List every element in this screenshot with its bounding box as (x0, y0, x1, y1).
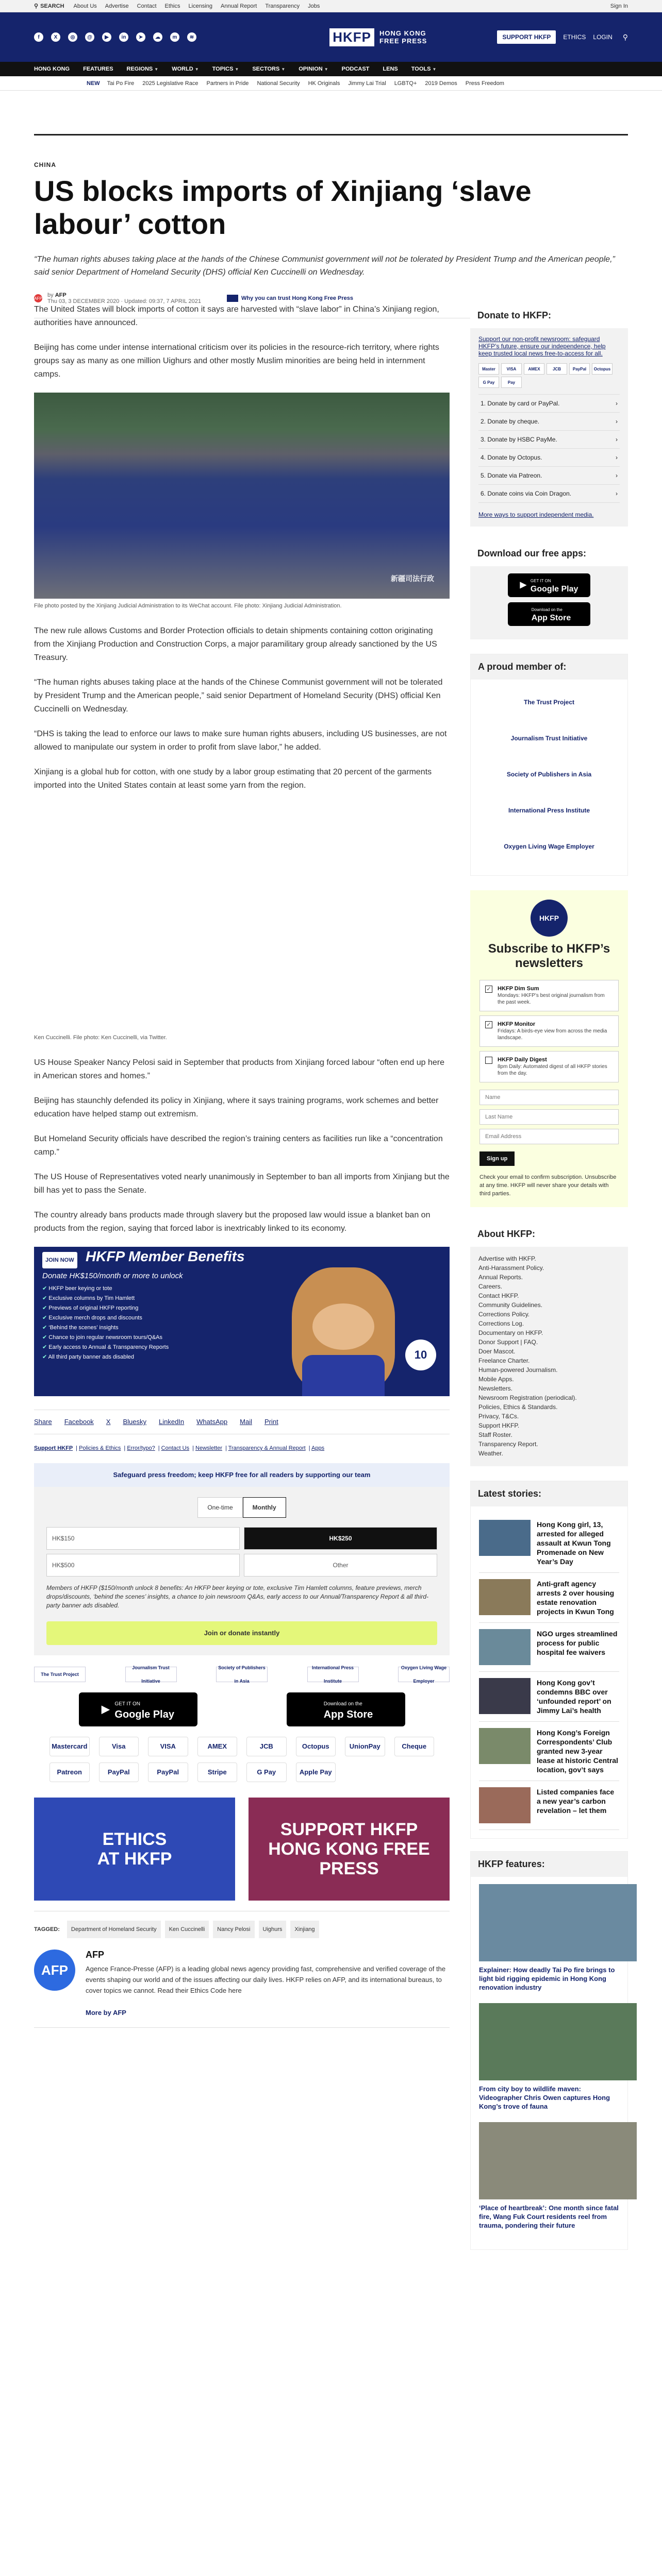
card-icon: Pay (501, 377, 522, 388)
nav-item[interactable]: HONG KONG (34, 66, 70, 72)
search-label: SEARCH (40, 3, 64, 9)
member-logo[interactable]: Journalism Trust Initiative (510, 735, 588, 742)
app-store-button[interactable]: Download on the App Store (287, 1692, 405, 1726)
linkedin-icon[interactable]: in (119, 32, 128, 42)
story-thumbnail (479, 1678, 531, 1714)
nav-item[interactable]: PODCAST (341, 66, 370, 72)
nav-item[interactable]: LENS (383, 66, 398, 72)
tag[interactable]: Ken Cuccinelli (165, 1921, 209, 1938)
topbar-link[interactable]: Jobs (308, 3, 320, 9)
topbar-link[interactable]: Transparency (265, 3, 300, 9)
chevron-right-icon: › (616, 400, 618, 407)
nav-item[interactable]: TOPICS ▼ (212, 66, 239, 72)
app-store-button[interactable]: Download on the App Store (508, 602, 590, 626)
share-link[interactable]: Facebook (64, 1418, 94, 1426)
features-widget (470, 1851, 628, 2250)
widget-title: HKFP features: (471, 1852, 627, 1877)
member-logo[interactable]: Journalism Trust Initiative (125, 1667, 177, 1682)
embedded-photo-placeholder (34, 804, 450, 1030)
latest-story[interactable]: Hong Kong girl, 13, arrested for alleged assault at Kwun Tong Promenade on New Year’s Day (479, 1514, 619, 1573)
trending-item[interactable]: 2025 Legislative Race (142, 80, 198, 87)
tag[interactable]: Nancy Pelosi (213, 1921, 254, 1938)
member-logo[interactable]: Society of Publishers in Asia (506, 771, 592, 778)
card-icon: Octopus (592, 363, 613, 375)
google-play-button[interactable]: ▶ GET IT ON Google Play (508, 573, 590, 597)
footer-link[interactable]: Policies & Ethics (79, 1445, 121, 1451)
photo-watermark: 新疆司法行政 (391, 574, 434, 583)
topbar-link[interactable]: Ethics (164, 3, 180, 9)
amount-option[interactable]: HK$150 (46, 1527, 240, 1550)
donate-form (34, 1463, 450, 1655)
google-play-button[interactable]: ▶ GET IT ON Google Play (79, 1692, 197, 1726)
benefit-item: ✔ Previews of original HKFP reporting (42, 1303, 169, 1313)
top-utility-bar (0, 0, 662, 12)
about-link[interactable]: Weather. (478, 1450, 503, 1457)
payment-icon[interactable]: Cheque (394, 1737, 435, 1756)
member-widget (470, 654, 628, 876)
widget-title: A proud member of: (471, 654, 627, 680)
payment-icon[interactable]: Apple Pay (296, 1762, 336, 1782)
share-bar (34, 1410, 450, 1434)
member-logo[interactable]: Oxygen Living Wage Employer (398, 1667, 450, 1682)
benefit-item: ✔ HKFP beer keying or tote (42, 1284, 169, 1294)
payment-icon[interactable]: Patreon (49, 1762, 90, 1782)
chevron-down-icon: ▼ (281, 66, 286, 72)
donate-intro-link[interactable]: Support our non-profit newsroom: safeguard HKFP’s future, ensure our independence, help keep trusted local news free-to-access for all. (478, 335, 606, 357)
rss-icon[interactable]: ≋ (187, 32, 196, 42)
chevron-down-icon: ▼ (235, 66, 239, 72)
join-now-badge: JOIN NOW (42, 1252, 77, 1268)
donate-option[interactable]: 2. Donate by cheque. › (478, 413, 620, 431)
x-icon[interactable]: X (51, 32, 60, 42)
youtube-icon[interactable]: ▶ (102, 32, 111, 42)
member-logos (34, 1667, 450, 1682)
feature-story[interactable]: Explainer: How deadly Tai Po fire brings to light bid rigging epidemic in Hong Kong renovation industry (479, 1884, 619, 1992)
topbar-link[interactable]: Annual Report (221, 3, 257, 9)
frequency-one-time[interactable]: One-time (197, 1497, 242, 1518)
about-link[interactable]: Transparency Report. (478, 1440, 538, 1448)
threads-icon[interactable]: @ (85, 32, 94, 42)
chevron-down-icon: ▼ (432, 66, 437, 72)
card-icon: Master (478, 363, 499, 375)
about-link[interactable]: Corrections Log. (478, 1320, 524, 1327)
about-link[interactable]: Community Guidelines. (478, 1301, 543, 1309)
widget-title: Donate to HKFP: (470, 303, 628, 328)
trending-item[interactable]: Partners in Pride (206, 80, 249, 87)
author-name[interactable]: AFP (86, 1950, 104, 1960)
author-name[interactable]: AFP (55, 292, 67, 298)
trust-link[interactable]: Why you can trust Hong Kong Free Press (227, 295, 353, 302)
more-by-author-link[interactable]: More by AFP (86, 2009, 126, 2016)
nav-item[interactable]: SECTORS ▼ (252, 66, 286, 72)
trending-label: NEW (87, 80, 100, 87)
about-link[interactable]: Corrections Policy. (478, 1311, 530, 1318)
about-link[interactable]: Support HKFP. (478, 1422, 520, 1429)
amount-options (46, 1527, 437, 1577)
chevron-down-icon: ▼ (324, 66, 328, 72)
story-thumbnail (479, 1787, 531, 1823)
about-widget (470, 1222, 628, 1466)
benefit-item: ✔ All third party banner ads disabled (42, 1352, 169, 1362)
about-link[interactable]: Careers. (478, 1283, 503, 1290)
topbar-link[interactable]: Advertise (105, 3, 129, 9)
deer-mascot-shirt (302, 1355, 385, 1396)
logo-text: FREE PRESS (379, 37, 427, 45)
article-date: Thu 03, 3 DECEMBER 2020 · Updated: 09:37, 7 APRIL 2021 (47, 298, 201, 304)
payment-icon[interactable]: Mastercard (49, 1737, 90, 1756)
promo-subtitle: Donate HK$150/month or more to unlock (42, 1272, 183, 1280)
newsletter-note: Check your email to confirm subscription. Unsubscribe at any time. HKFP will never share your details with third parties. (479, 1174, 617, 1197)
checkbox-checked[interactable]: ✓ (485, 1021, 492, 1028)
payment-icon[interactable]: AMEX (197, 1737, 238, 1756)
about-link[interactable]: Staff Roster. (478, 1431, 512, 1438)
trending-item[interactable]: National Security (257, 80, 300, 87)
feature-story[interactable]: ‘Place of heartbreak’: One month since fatal fire, Wang Fuk Court residents reel from trauma, pondering their future (479, 2122, 619, 2230)
main-nav (0, 62, 662, 76)
trending-bar (0, 76, 662, 91)
donate-widget (470, 303, 628, 527)
payment-icon[interactable]: Stripe (197, 1762, 238, 1782)
google-play-icon: ▶ (102, 1704, 110, 1715)
payment-icon[interactable]: G Pay (246, 1762, 287, 1782)
paragraph: The new rule allows Customs and Border Protection officials to detain shipments containing cotton originating from the Xinjiang Production and Construction Corps, a major paramilitary group already sanctioned by the US Treasury. (34, 626, 437, 662)
footer-link[interactable]: Support HKFP (34, 1445, 73, 1451)
donate-option[interactable]: 3. Donate by HSBC PayMe. › (478, 431, 620, 449)
chevron-right-icon: › (616, 490, 618, 497)
facebook-icon[interactable]: f (34, 32, 43, 42)
photo-caption: Ken Cuccinelli. File photo: Ken Cuccinelli, via Twitter. (34, 1035, 167, 1041)
latest-story[interactable]: Hong Kong’s Foreign Correspondents’ Club granted new 3-year lease at historic Central location, gov’t says (479, 1722, 619, 1781)
about-link[interactable]: Freelance Charter. (478, 1357, 530, 1364)
author-avatar: AFP (34, 1950, 75, 1991)
site-logo[interactable] (329, 28, 427, 46)
search-icon[interactable]: ⚲ (622, 32, 628, 41)
share-link[interactable]: WhatsApp (196, 1418, 228, 1426)
nav-item[interactable]: REGIONS ▼ (126, 66, 159, 72)
nav-item[interactable]: OPINION ▼ (299, 66, 328, 72)
member-benefits-banner[interactable] (34, 1247, 450, 1396)
article-body (34, 303, 450, 2028)
about-link[interactable]: Privacy, T&Cs. (478, 1413, 519, 1420)
paragraph: Beijing has come under intense international criticism over its policies in the resource-rich territory, where rights groups say as many as one million Uighurs and other mostly Muslim minorities are being held in internment camps. (34, 343, 439, 379)
amount-option-other[interactable]: Other (244, 1554, 437, 1577)
member-logo[interactable]: Society of Publishers in Asia (216, 1667, 268, 1682)
author-avatar: AFP (34, 294, 42, 302)
latest-story[interactable]: Anti-graft agency arrests 2 over housing estate renovation projects in Kwun Tong (479, 1573, 619, 1623)
share-link[interactable]: Bluesky (123, 1418, 146, 1426)
nav-item[interactable]: TOOLS ▼ (411, 66, 437, 72)
deer-mascot-face (312, 1303, 374, 1350)
payment-icon[interactable]: PayPal (148, 1762, 188, 1782)
footer-link[interactable]: Error/typo? (127, 1445, 155, 1451)
latest-stories-widget (470, 1481, 628, 1839)
sidebar (470, 303, 628, 2264)
donate-option[interactable]: 6. Donate coins via Coin Dragon. › (478, 485, 620, 503)
share-link[interactable]: Print (264, 1418, 278, 1426)
article-header (34, 134, 628, 318)
member-logo[interactable]: The Trust Project (34, 1667, 86, 1682)
footer-link[interactable]: Apps (311, 1445, 325, 1451)
tag[interactable]: Department of Homeland Security (67, 1921, 161, 1938)
topbar-link[interactable]: Licensing (188, 3, 212, 9)
telegram-icon[interactable]: ➤ (136, 32, 145, 42)
payment-icon[interactable]: UnionPay (345, 1737, 385, 1756)
bluesky-icon[interactable]: ☁ (153, 32, 162, 42)
article-lede: “The human rights abuses taking place at the hands of the Chinese Communist government will not be tolerated by President Trump and the American people,” said senior Department of Homeland Security (DHS) official Ken Cuccinelli on Wednesday. (34, 255, 615, 277)
google-play-icon: ▶ (520, 581, 526, 589)
paragraph: The United States will block imports of cotton it says are harvested with “slave labor” in China’s Xinjiang region, authorities have announced. (34, 305, 439, 327)
email-input[interactable]: Email Address (479, 1129, 619, 1144)
card-icons (478, 363, 620, 388)
about-link[interactable]: Newsletters. (478, 1385, 513, 1392)
member-logo[interactable]: The Trust Project (523, 699, 575, 706)
about-link[interactable]: Documentary on HKFP. (478, 1329, 543, 1336)
latest-story[interactable]: NGO urges streamlined process for public hospital fee waivers (479, 1623, 619, 1672)
benefit-item: ✔ ‘Behind the scenes’ insights (42, 1323, 169, 1333)
newsletter-option[interactable]: ✓ HKFP Dim Sum Mondays: HKFP’s best original journalism from the past week. (479, 980, 619, 1011)
newsletter-badge: HKFP (531, 900, 568, 937)
promo-title: HKFP Member Benefits (86, 1248, 245, 1264)
tag[interactable]: Xinjiang (290, 1921, 319, 1938)
header-link-login[interactable]: LOGIN (593, 33, 613, 41)
signup-button[interactable]: Sign up (479, 1151, 515, 1166)
trending-item[interactable]: LGBTQ+ (394, 80, 417, 87)
card-icon: PayPal (569, 363, 590, 375)
latest-story[interactable]: Listed companies face a new year’s carbon revelation – let them (479, 1781, 619, 1830)
header-link-ethics[interactable]: ETHICS (563, 33, 586, 41)
story-thumbnail (479, 1728, 531, 1764)
story-thumbnail (479, 1520, 531, 1556)
member-logo[interactable]: International Press Institute (307, 1667, 359, 1682)
donate-list (478, 394, 620, 503)
share-link[interactable]: Share (34, 1418, 52, 1426)
member-logo[interactable]: Oxygen Living Wage Employer (504, 843, 594, 850)
payment-icon[interactable]: Visa (99, 1737, 139, 1756)
donate-heading: Safeguard press freedom; keep HKFP free for all readers by supporting our team (34, 1463, 450, 1487)
payment-icon[interactable]: PayPal (99, 1762, 139, 1782)
story-thumbnail (479, 1629, 531, 1665)
about-link[interactable]: Human-powered Journalism. (478, 1366, 558, 1374)
logo-box: HKFP (329, 28, 374, 46)
about-link[interactable]: Mobile Apps. (478, 1376, 514, 1383)
logo-text: HONG KONG (379, 29, 426, 37)
chevron-right-icon: › (616, 436, 618, 443)
about-link[interactable]: Annual Reports. (478, 1274, 523, 1281)
topbar-link[interactable]: Contact (137, 3, 157, 9)
about-link[interactable]: Advertise with HKFP. (478, 1255, 536, 1262)
nav-item[interactable]: WORLD ▼ (172, 66, 199, 72)
benefit-item: ✔ Exclusive columns by Tim Hamlett (42, 1294, 169, 1303)
tags-label: TAGGED: (34, 1926, 60, 1933)
checkbox[interactable] (485, 1057, 492, 1064)
widget-title: Download our free apps: (470, 541, 628, 566)
trust-project-icon (227, 295, 238, 302)
share-link[interactable]: X (106, 1418, 111, 1426)
trending-item[interactable]: 2019 Demos (425, 80, 457, 87)
donate-button[interactable]: Join or donate instantly (46, 1621, 437, 1645)
newsletter-option[interactable]: HKFP Daily Digest 8pm Daily: Automated digest of all HKFP stories from the day. (479, 1051, 619, 1082)
last-name-input[interactable]: Last Name (479, 1109, 619, 1125)
donate-option[interactable]: 1. Donate by card or PayPal. › (478, 395, 620, 413)
feature-image (479, 1884, 637, 1961)
chevron-right-icon: › (616, 418, 618, 425)
member-logo-list (479, 687, 619, 862)
about-list (478, 1254, 620, 1458)
paragraph: Beijing has staunchly defended its policy in Xinjiang, where it says training programs, work schemes and better education have helped stamp out extremism. (34, 1096, 439, 1118)
donate-option[interactable]: 5. Donate via Patreon. › (478, 467, 620, 485)
payment-icon[interactable]: JCB (246, 1737, 287, 1756)
chevron-right-icon: › (616, 454, 618, 461)
donate-option[interactable]: 4. Donate by Octopus. › (478, 449, 620, 467)
footer-link[interactable]: Newsletter (195, 1445, 222, 1451)
more-ways-link[interactable]: More ways to support independent media. (478, 511, 594, 518)
payment-icon[interactable]: VISA (148, 1737, 188, 1756)
divider (34, 134, 628, 135)
about-link[interactable]: Doer Mascot. (478, 1348, 516, 1355)
about-link[interactable]: Contact HKFP. (478, 1292, 519, 1299)
frequency-monthly[interactable]: Monthly (243, 1497, 286, 1518)
latest-story[interactable]: Hong Kong gov’t condemns BBC over ‘unfounded report’ on Jimmy Lai’s health (479, 1672, 619, 1722)
feature-image (479, 2122, 637, 2199)
card-icon: G Pay (478, 377, 499, 388)
paragraph: “The human rights abuses taking place at the hands of the Chinese Communist government will not be tolerated by President Trump and the American people,” said senior Department of Homeland Security (DHS) official Ken Cuccinelli on Wednesday. (34, 678, 443, 714)
benefit-item: ✔ Early access to Annual & Transparency Reports (42, 1343, 169, 1352)
donate-note: Members of HKFP ($150/month unlock 8 benefits: An HKFP beer keying or tote, exclusive Tim Hamlett columns, feature previews, merch drops/discounts, ‘behind the scenes’ insights, a chance to join newsroom Q&As, early access to our Annual/Transparency Report & all third-party banner ads disabled. (46, 1584, 429, 1609)
support-hkfp-button[interactable]: SUPPORT HKFP (497, 30, 556, 44)
newsletter-option[interactable]: ✓ HKFP Monitor Fridays: A birds-eye view from across the media landscape. (479, 1015, 619, 1047)
topbar-link[interactable]: About Us (73, 3, 97, 9)
benefit-item: ✔ Chance to join regular newsroom tours/Q&As (42, 1333, 169, 1343)
about-link[interactable]: Donor Support | FAQ. (478, 1338, 538, 1346)
amount-option[interactable]: HK$500 (46, 1554, 240, 1577)
trending-item[interactable]: Jimmy Lai Trial (348, 80, 386, 87)
paragraph: But Homeland Security officials have described the region’s training centers as facilities run like a “concentration camp.” (34, 1134, 443, 1157)
site-header (0, 12, 662, 62)
social-links (34, 32, 196, 42)
about-link[interactable]: Anti-Harassment Policy. (478, 1264, 544, 1272)
newsletter-widget (470, 890, 628, 1207)
tags (34, 1911, 450, 1938)
footer-link[interactable]: Transparency & Annual Report (228, 1445, 306, 1451)
payment-methods (34, 1737, 450, 1782)
trending-item[interactable]: HK Originals (308, 80, 340, 87)
paragraph: “DHS is taking the lead to enforce our laws to make sure human rights abusers, including US businesses, are not allowed to manipulate our system in order to profit from slave labor,” he added. (34, 730, 447, 752)
author-bio: Agence France-Presse (AFP) is a leading global news agency providing fast, comprehensive and verified coverage of the events shaping our world and of the issues affecting our daily lives. HKFP relies on AFP, and its international bureaus, to cover topics we cannot. Read their Ethics Code here (86, 1965, 446, 1994)
checkbox-checked[interactable]: ✓ (485, 986, 492, 993)
tag[interactable]: Uighurs (259, 1921, 287, 1938)
search-button[interactable] (34, 3, 64, 9)
search-icon: ⚲ (34, 3, 39, 9)
feature-story[interactable]: From city boy to wildlife maven: Videographer Chris Owen captures Hong Kong’s trove of fauna (479, 2003, 619, 2111)
member-logo[interactable]: International Press Institute (508, 807, 590, 814)
chevron-down-icon: ▼ (194, 66, 199, 72)
mastodon-icon[interactable]: m (170, 32, 179, 42)
widget-title: Latest stories: (471, 1481, 627, 1506)
card-icon: AMEX (524, 363, 544, 375)
about-link[interactable]: Newsroom Registration (periodical). (478, 1394, 577, 1401)
paragraph: The US House of Representatives voted nearly unanimously in September to ban all imports from Xinjiang but the bill has yet to pass the Senate. (34, 1173, 450, 1195)
support-banner[interactable]: SUPPORT HKFP HONG KONG FREE PRESS (249, 1798, 450, 1901)
article-title: US blocks imports of Xinjiang ‘slave labour’ cotton (34, 175, 532, 240)
trending-item[interactable]: Press Freedom (465, 80, 504, 87)
amount-option-selected[interactable]: HK$250 (244, 1527, 437, 1550)
about-link[interactable]: Policies, Ethics & Standards. (478, 1403, 558, 1411)
frequency-toggle (46, 1497, 437, 1518)
byline: AFP by AFP Thu 03, 3 DECEMBER 2020 · Updated: 09:37, 7 APRIL 2021 Why you can trust Hong Kong Free Press (34, 292, 353, 304)
nav-item[interactable]: FEATURES (83, 66, 113, 72)
widget-title: About HKFP: (470, 1222, 628, 1247)
app-store-links (34, 1692, 450, 1726)
benefit-list (42, 1284, 169, 1362)
chevron-down-icon: ▼ (154, 66, 159, 72)
payment-icon[interactable]: Octopus (296, 1737, 336, 1756)
story-thumbnail (479, 1579, 531, 1615)
share-link[interactable]: LinkedIn (159, 1418, 185, 1426)
first-name-input[interactable]: Name (479, 1090, 619, 1105)
promo-banners (34, 1798, 450, 1901)
share-link[interactable]: Mail (240, 1418, 252, 1426)
paragraph: US House Speaker Nancy Pelosi said in September that products from Xinjiang forced labour “often end up here in American stores and homes.” (34, 1058, 444, 1080)
paragraph: Xinjiang is a global hub for cotton, with one study by a labor group estimating that 20 percent of the garments imported into the United States contain at least some yarn from the region. (34, 768, 432, 790)
article-category[interactable]: CHINA (34, 161, 56, 168)
chevron-right-icon: › (616, 472, 618, 479)
newsletter-title: Subscribe to HKFP’s newsletters (488, 942, 610, 970)
anniversary-badge: 10 (405, 1340, 436, 1370)
sign-in-link[interactable]: Sign In (610, 3, 628, 9)
ethics-banner[interactable]: ETHICS AT HKFP (34, 1798, 235, 1901)
card-icon: JCB (547, 363, 567, 375)
trending-item[interactable]: Tai Po Fire (107, 80, 135, 87)
instagram-icon[interactable]: ◎ (68, 32, 77, 42)
feature-image (479, 2003, 637, 2080)
photo-caption: File photo posted by the Xinjiang Judicial Administration to its WeChat account. File photo: Xinjiang Judicial Administration. (34, 603, 342, 609)
author-box (34, 1950, 450, 2028)
benefit-item: ✔ Exclusive merch drops and discounts (42, 1313, 169, 1323)
apps-widget (470, 541, 628, 639)
footer-link[interactable]: Contact Us (161, 1445, 190, 1451)
card-icon: VISA (501, 363, 522, 375)
article-footer-links: Support HKFP | Policies & Ethics | Error/typo? | Contact Us | Newsletter | Transparency & Annual Report | Apps (34, 1445, 325, 1451)
article-photo (34, 393, 450, 599)
paragraph: The country already bans products made through slavery but the proposed law would issue a blanket ban on products from the region, saying that forced labor is inextricably linked to its economy. (34, 1211, 431, 1233)
